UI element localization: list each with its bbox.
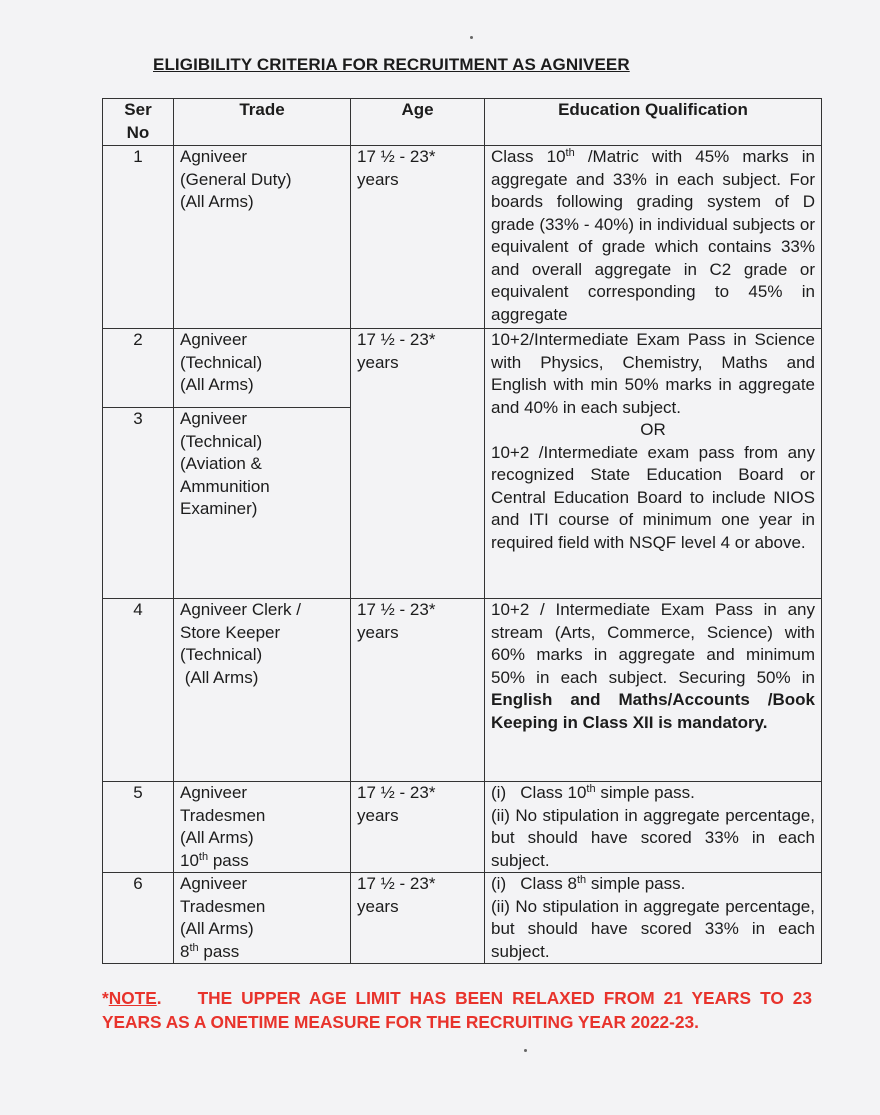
trade-cell: [174, 146, 351, 329]
ser-cell: 6: [103, 873, 174, 964]
age-relaxation-note: [102, 986, 817, 1034]
education-cell: [485, 782, 822, 873]
trade-line: (Technical): [180, 645, 263, 664]
education-cell: [485, 329, 822, 599]
ser-cell: 1: [103, 146, 174, 329]
table-row: [103, 873, 822, 964]
trade-line: Tradesmen: [180, 896, 266, 916]
trade-line: Ammunition: [180, 476, 270, 496]
eligibility-table: [102, 98, 822, 964]
trade-line: (All Arms): [180, 919, 254, 938]
age-cell: [351, 329, 485, 599]
trade-line: (General Duty): [180, 169, 292, 189]
trade-pass-word: pass: [208, 850, 249, 870]
education-cell: [485, 146, 822, 329]
or-separator: OR: [640, 420, 666, 439]
education-item-ii: (ii) No stipulation in aggregate percentage, but should have scored 33% in each subject.: [491, 805, 815, 870]
trade-pass-word: pass: [198, 941, 240, 961]
age-unit: years: [357, 896, 399, 916]
trade-line: Agniveer: [180, 783, 248, 802]
age-cell: [351, 782, 485, 873]
table-row: [103, 329, 822, 408]
scan-speck: [524, 1049, 527, 1052]
ser-cell: 4: [103, 599, 174, 782]
age-range: 17 ½ - 23*: [357, 147, 436, 166]
table-row: [103, 146, 822, 329]
education-cell: [485, 599, 822, 782]
education-text: /Matric with 45% marks in aggregate and 33% in each subject. For boards following grading system of D grade (33% - 40%) in individual subjects or equivalent of grade which contains 33% and overall aggregate in C2 grade or equivalent corresponding to 45% in aggregate: [491, 147, 816, 324]
trade-cell: [174, 782, 351, 873]
table-header-row: [103, 99, 822, 146]
trade-line: Agniveer: [180, 409, 248, 428]
education-text: 10+2 / Intermediate Exam Pass in any stream (Arts, Commerce, Science) with 60% marks in aggregate and minimum 50% in each subject. Securing 50% in: [491, 600, 815, 687]
trade-line: Agniveer: [180, 147, 248, 166]
scan-speck: [470, 36, 473, 39]
ordinal-suffix: th: [586, 783, 596, 795]
page-title: ELIGIBILITY CRITERIA FOR RECRUITMENT AS AGNIVEER: [153, 55, 630, 74]
education-item-i-suffix: simple pass.: [595, 783, 695, 802]
trade-line: Store Keeper: [180, 622, 281, 642]
ser-cell: 2: [103, 329, 174, 408]
trade-line: (All Arms): [180, 375, 254, 394]
education-item-i-suffix: simple pass.: [586, 874, 686, 893]
note-text: . THE UPPER AGE LIMIT HAS BEEN RELAXED FROM 21 YEARS TO 23 YEARS AS A ONETIME MEASURE FOR THE RECRUITING YEAR 2022-23.: [102, 988, 817, 1032]
ser-cell: 5: [103, 782, 174, 873]
trade-cell: [174, 599, 351, 782]
age-unit: years: [357, 169, 399, 189]
age-unit: years: [357, 805, 399, 825]
trade-cell: [174, 408, 351, 599]
education-text: 10+2/Intermediate Exam Pass in Science with Physics, Chemistry, Maths and English with min 50% marks in aggregate and 40% in each subject.: [491, 330, 815, 417]
age-unit: years: [357, 352, 399, 372]
header-education: Education Qualification: [485, 99, 822, 146]
age-unit: years: [357, 622, 399, 642]
trade-line: (Aviation &: [180, 454, 262, 473]
ordinal-suffix: th: [576, 874, 587, 886]
trade-line: (All Arms): [180, 667, 259, 687]
trade-cell: [174, 873, 351, 964]
age-cell: [351, 599, 485, 782]
trade-line: (All Arms): [180, 192, 254, 211]
age-range: 17 ½ - 23*: [357, 600, 436, 619]
note-label: NOTE: [108, 988, 157, 1008]
trade-line: (Technical): [180, 431, 263, 451]
age-cell: [351, 146, 485, 329]
ordinal-suffix: th: [565, 147, 575, 159]
trade-line: (Technical): [180, 352, 263, 372]
age-range: 17 ½ - 23*: [357, 783, 436, 802]
header-age: Age: [351, 99, 485, 146]
trade-pass-class: 8: [180, 941, 190, 961]
age-range: 17 ½ - 23*: [357, 874, 436, 893]
ser-cell: 3: [103, 408, 174, 599]
education-item-i: (i) Class 10: [491, 783, 587, 802]
header-ser-no: [103, 99, 174, 146]
trade-cell: [174, 329, 351, 408]
trade-line: Tradesmen: [180, 805, 266, 825]
trade-line: (All Arms): [180, 828, 254, 847]
ordinal-suffix: th: [198, 850, 209, 863]
education-cell: [485, 873, 822, 964]
header-no-label: No: [126, 122, 150, 142]
header-trade: Trade: [174, 99, 351, 146]
education-item-i: (i) Class 8: [491, 874, 577, 893]
trade-line: Examiner): [180, 499, 258, 518]
trade-line: Agniveer: [180, 874, 248, 893]
trade-line: Agniveer Clerk /: [180, 600, 301, 619]
table-row: [103, 782, 822, 873]
header-ser-label: Ser: [124, 100, 152, 119]
age-cell: [351, 873, 485, 964]
education-mandatory-text: English and Maths/Accounts /Book Keeping in Class XII is mandatory.: [491, 690, 815, 732]
table-row: [103, 599, 822, 782]
trade-pass-class: 10: [180, 850, 199, 870]
note-asterisk: *: [102, 988, 109, 1008]
trade-line: Agniveer: [180, 330, 248, 349]
education-item-ii: (ii) No stipulation in aggregate percentage, but should have scored 33% in each subject.: [491, 896, 815, 961]
ordinal-suffix: th: [189, 941, 199, 954]
education-text: 10+2 /Intermediate exam pass from any recognized State Education Board or Central Education Board to include NIOS and ITI course of minimum one year in required field with NSQF level 4 or above.: [491, 442, 815, 552]
age-range: 17 ½ - 23*: [357, 330, 436, 349]
education-text: Class 10: [491, 147, 566, 166]
